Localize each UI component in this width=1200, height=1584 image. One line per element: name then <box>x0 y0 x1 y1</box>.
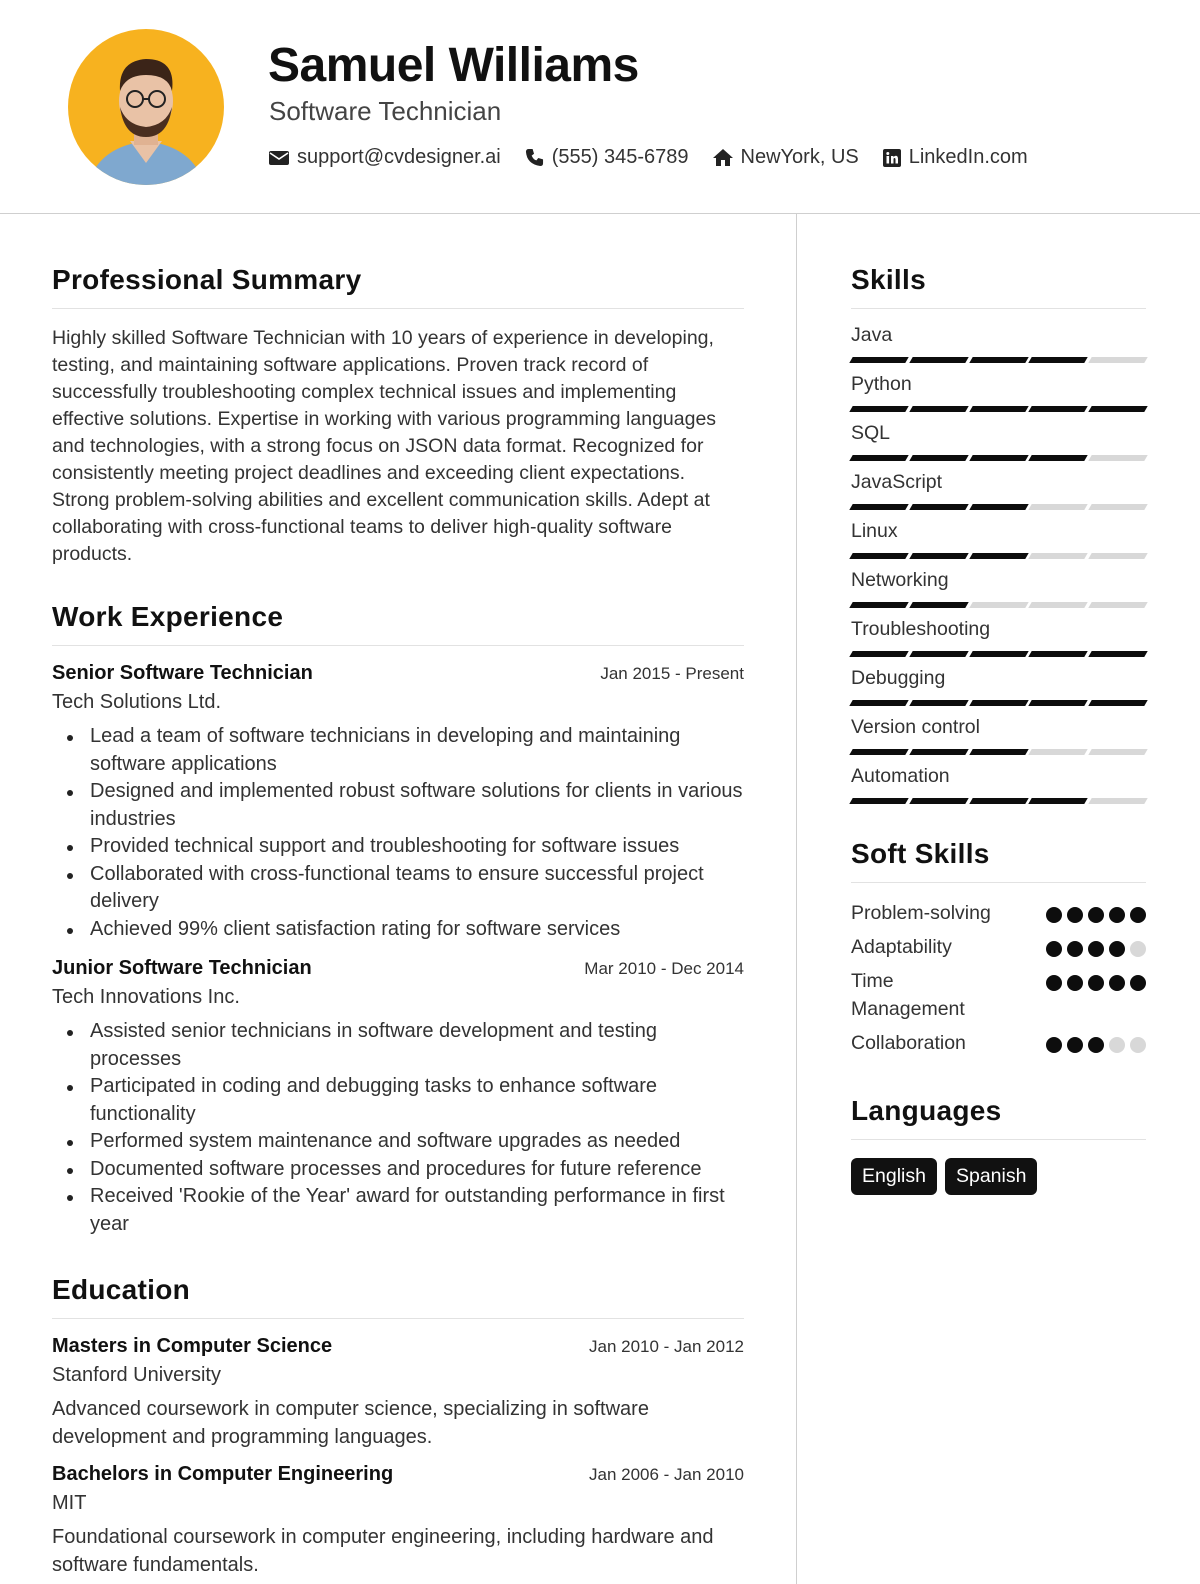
skill-level-segment <box>909 406 968 412</box>
school-name: MIT <box>52 1492 87 1514</box>
skill-level-bar <box>851 798 1146 804</box>
rating-dot <box>1067 1037 1083 1053</box>
list-item: Assisted senior technicians in software development and testing processes <box>52 1018 744 1073</box>
skill-level-segment <box>1088 553 1147 559</box>
skill-name: Debugging <box>851 667 946 689</box>
skill-item <box>851 323 1146 363</box>
linkedin-text: LinkedIn.com <box>908 146 1028 168</box>
skill-level-segment <box>1088 651 1147 657</box>
skill-level-segment <box>1088 357 1147 363</box>
skill-level-segment <box>1029 406 1088 412</box>
job-title: Senior Software Technician <box>52 662 313 684</box>
skill-level-segment <box>1088 749 1147 755</box>
skill-name: Automation <box>851 765 950 787</box>
skill-item <box>851 470 1146 510</box>
skill-item <box>851 764 1146 804</box>
profile-photo <box>68 29 224 185</box>
skill-item <box>851 666 1146 706</box>
skill-level-segment <box>849 455 908 461</box>
list-item: Documented software processes and procedures for future reference <box>52 1156 744 1184</box>
job-entry <box>52 957 744 1238</box>
skill-level-segment <box>909 455 968 461</box>
soft-skill-rating <box>1046 1037 1146 1053</box>
education-date: Jan 2010 - Jan 2012 <box>588 1337 744 1356</box>
contact-phone[interactable] <box>525 146 689 169</box>
languages-list <box>851 1158 1146 1195</box>
skill-level-segment <box>1088 406 1147 412</box>
list-item: Collaborated with cross-functional teams to ensure successful project delivery <box>52 861 744 916</box>
soft-skill-name: Problem-solving <box>851 902 991 924</box>
candidate-name: Samuel Williams <box>268 39 639 92</box>
list-item: Participated in coding and debugging tasks to enhance software functionality <box>52 1073 744 1128</box>
summary-section <box>52 264 744 568</box>
skill-level-segment <box>849 749 908 755</box>
skill-level-segment <box>969 406 1028 412</box>
language-tag: Spanish <box>945 1158 1037 1195</box>
skill-level-segment <box>1029 602 1088 608</box>
home-icon <box>713 149 733 166</box>
language-tag: English <box>851 1158 937 1195</box>
list-item: Received 'Rookie of the Year' award for outstanding performance in first year <box>52 1183 744 1238</box>
job-date: Jan 2015 - Present <box>600 664 744 683</box>
skill-level-segment <box>1088 455 1147 461</box>
job-bullets <box>52 723 744 943</box>
skill-item <box>851 519 1146 559</box>
rating-dot <box>1109 1037 1125 1053</box>
skill-level-segment <box>969 455 1028 461</box>
rating-dot <box>1067 975 1083 991</box>
skill-level-segment <box>969 602 1028 608</box>
soft-skill-item <box>851 933 1146 961</box>
job-title: Junior Software Technician <box>52 957 312 979</box>
column-divider <box>796 214 797 1584</box>
skill-name: Linux <box>851 520 898 542</box>
soft-skills-section <box>851 838 1146 1057</box>
skill-level-segment <box>909 700 968 706</box>
skill-level-segment <box>1029 553 1088 559</box>
phone-text: (555) 345-6789 <box>551 146 689 168</box>
education-date: Jan 2006 - Jan 2010 <box>588 1465 744 1484</box>
skill-level-segment <box>969 749 1028 755</box>
skill-item <box>851 568 1146 608</box>
sidebar-column <box>851 214 1146 1195</box>
skill-level-segment <box>909 651 968 657</box>
rating-dot <box>1109 907 1125 923</box>
skill-name: Troubleshooting <box>851 618 991 640</box>
skill-item <box>851 617 1146 657</box>
education-entry <box>52 1463 744 1579</box>
skill-item <box>851 372 1146 412</box>
rating-dot <box>1130 975 1146 991</box>
experience-section <box>52 601 744 1238</box>
email-text: support@cvdesigner.ai <box>297 146 501 168</box>
skill-level-segment <box>909 357 968 363</box>
skill-level-bar <box>851 700 1146 706</box>
skill-level-segment <box>969 553 1028 559</box>
contact-linkedin[interactable] <box>883 146 1028 169</box>
skill-level-segment <box>909 504 968 510</box>
skill-level-segment <box>909 553 968 559</box>
soft-skills-list <box>851 899 1146 1057</box>
rating-dot <box>1109 941 1125 957</box>
soft-skill-rating <box>1046 941 1146 957</box>
skill-level-bar <box>851 406 1146 412</box>
skill-level-segment <box>969 504 1028 510</box>
experience-heading: Work Experience <box>52 601 744 646</box>
job-bullets <box>52 1018 744 1238</box>
soft-skill-item <box>851 967 1146 1023</box>
list-item: Lead a team of software technicians in developing and maintaining software applications <box>52 723 744 778</box>
rating-dot <box>1088 941 1104 957</box>
school-name: Stanford University <box>52 1364 221 1386</box>
contact-bar <box>269 146 1052 169</box>
linkedin-icon <box>883 149 901 167</box>
skills-heading: Skills <box>851 264 1146 309</box>
skill-item <box>851 421 1146 461</box>
skill-level-segment <box>969 798 1028 804</box>
rating-dot <box>1046 975 1062 991</box>
skill-level-segment <box>1088 798 1147 804</box>
skill-level-segment <box>1029 504 1088 510</box>
rating-dot <box>1067 907 1083 923</box>
skill-name: Networking <box>851 569 949 591</box>
rating-dot <box>1046 941 1062 957</box>
job-company: Tech Solutions Ltd. <box>52 691 221 713</box>
education-description: Advanced coursework in computer science, specializing in software development and programming languages. <box>52 1398 649 1448</box>
skill-level-bar <box>851 504 1146 510</box>
skill-level-segment <box>1088 602 1147 608</box>
languages-section <box>851 1095 1146 1195</box>
skill-level-segment <box>849 602 908 608</box>
soft-skill-item <box>851 1029 1146 1057</box>
skill-level-segment <box>849 357 908 363</box>
skill-level-segment <box>849 651 908 657</box>
rating-dot <box>1046 907 1062 923</box>
skill-name: Version control <box>851 716 980 738</box>
skill-level-segment <box>909 798 968 804</box>
skill-level-bar <box>851 602 1146 608</box>
skill-level-segment <box>969 651 1028 657</box>
degree-title: Masters in Computer Science <box>52 1335 333 1357</box>
skill-name: SQL <box>851 422 891 444</box>
skills-list <box>851 323 1146 804</box>
rating-dot <box>1088 1037 1104 1053</box>
job-company: Tech Innovations Inc. <box>52 986 240 1008</box>
skill-level-bar <box>851 553 1146 559</box>
skill-level-segment <box>1088 700 1147 706</box>
location-text: NewYork, US <box>740 146 859 168</box>
list-item: Designed and implemented robust software solutions for clients in various industries <box>52 778 744 833</box>
contact-email[interactable] <box>269 146 501 169</box>
rating-dot <box>1130 907 1146 923</box>
envelope-icon <box>269 150 289 166</box>
soft-skills-heading: Soft Skills <box>851 838 1146 883</box>
phone-icon <box>525 148 544 167</box>
skill-level-segment <box>969 700 1028 706</box>
education-heading: Education <box>52 1274 744 1319</box>
soft-skill-rating <box>1046 975 1146 991</box>
languages-heading: Languages <box>851 1095 1146 1140</box>
list-item: Provided technical support and troubleshooting for software issues <box>52 833 744 861</box>
skill-item <box>851 715 1146 755</box>
rating-dot <box>1088 907 1104 923</box>
skill-level-segment <box>849 504 908 510</box>
skill-name: Python <box>851 373 912 395</box>
contact-location <box>713 146 859 169</box>
rating-dot <box>1130 941 1146 957</box>
list-item: Achieved 99% client satisfaction rating for software services <box>52 916 744 944</box>
job-entry <box>52 662 744 943</box>
skill-level-segment <box>849 406 908 412</box>
skill-level-bar <box>851 357 1146 363</box>
soft-skill-name: Adaptability <box>851 936 952 958</box>
skill-level-segment <box>849 798 908 804</box>
skill-level-segment <box>909 602 968 608</box>
skill-level-segment <box>1029 700 1088 706</box>
main-column <box>52 214 744 1579</box>
skill-level-segment <box>1029 749 1088 755</box>
skill-level-segment <box>849 553 908 559</box>
skill-level-segment <box>1029 455 1088 461</box>
soft-skill-name: Collaboration <box>851 1032 966 1054</box>
degree-title: Bachelors in Computer Engineering <box>52 1463 394 1485</box>
summary-heading: Professional Summary <box>52 264 744 309</box>
education-section <box>52 1274 744 1579</box>
skill-level-segment <box>1029 357 1088 363</box>
rating-dot <box>1046 1037 1062 1053</box>
skill-name: Java <box>851 324 893 346</box>
resume-header <box>0 0 1200 214</box>
soft-skill-item <box>851 899 1146 927</box>
rating-dot <box>1088 975 1104 991</box>
skill-level-segment <box>849 700 908 706</box>
skill-level-segment <box>909 749 968 755</box>
summary-text: Highly skilled Software Technician with 10 years of experience in developing, testing, and maintaining software applications. Proven track record of successfully troubleshooting complex technical issues and implementing effective solutions. Expertise in working with various programming languages and technologies, with a strong focus on JSON data format. Recognized for consistently meeting project deadlines and exceeding client expectations. Strong problem-solving abilities and excellent communication skills. Adept at collaborating with cross-functional teams to deliver high-quality software products. <box>52 327 717 565</box>
skill-level-bar <box>851 455 1146 461</box>
education-description: Foundational coursework in computer engineering, including hardware and software fundamentals. <box>52 1526 714 1576</box>
skill-level-bar <box>851 651 1146 657</box>
soft-skill-name: Time Management <box>851 970 965 1020</box>
rating-dot <box>1109 975 1125 991</box>
skill-level-segment <box>1029 651 1088 657</box>
rating-dot <box>1130 1037 1146 1053</box>
education-entry <box>52 1335 744 1451</box>
skill-level-segment <box>1088 504 1147 510</box>
skill-level-bar <box>851 749 1146 755</box>
skills-section <box>851 264 1146 804</box>
list-item: Performed system maintenance and software upgrades as needed <box>52 1128 744 1156</box>
rating-dot <box>1067 941 1083 957</box>
skill-name: JavaScript <box>851 471 943 493</box>
skill-level-segment <box>1029 798 1088 804</box>
skill-level-segment <box>969 357 1028 363</box>
job-date: Mar 2010 - Dec 2014 <box>584 959 744 978</box>
soft-skill-rating <box>1046 907 1146 923</box>
candidate-title: Software Technician <box>269 96 502 126</box>
